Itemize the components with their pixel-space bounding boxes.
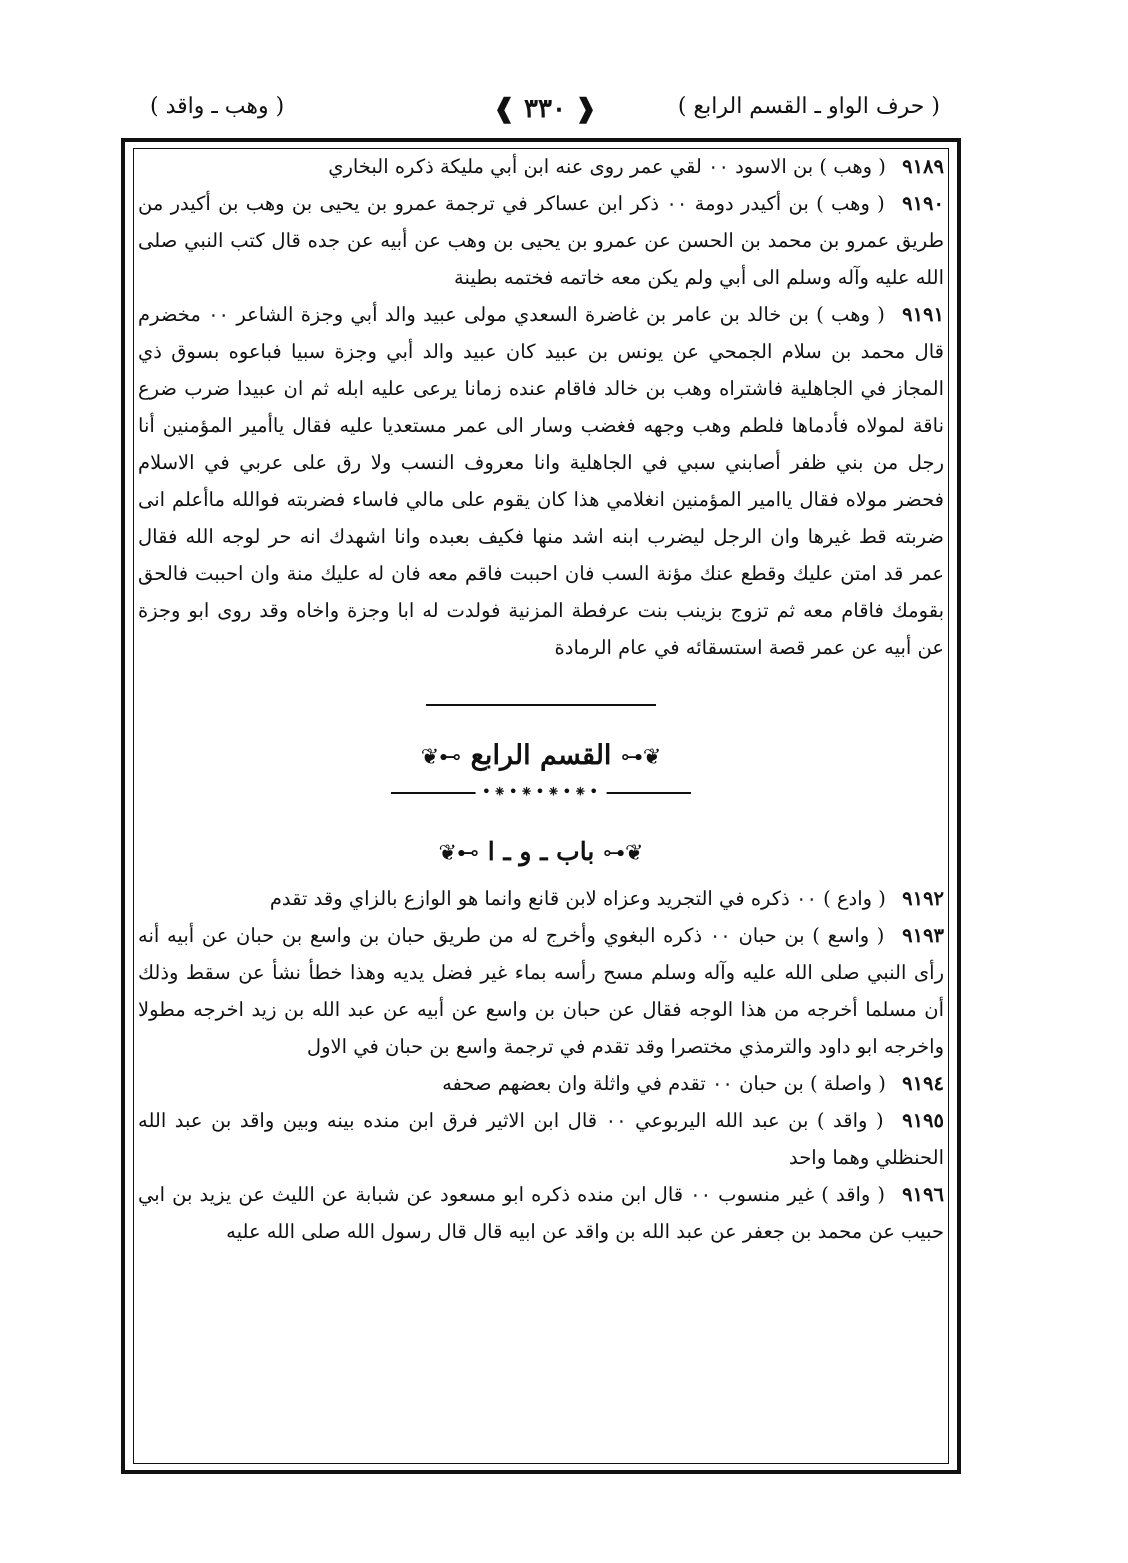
entry-number: ٩١٩٤	[902, 1072, 944, 1095]
chapter-title	[138, 830, 944, 876]
entry-9194	[138, 1065, 944, 1102]
header-section-label: ( حرف الواو ـ القسم الرابع )	[677, 94, 940, 119]
entry-text: ( وهب ) بن الاسود ٠٠ لقي عمر روى عنه ابن أبي مليكة ذكره البخاري	[328, 155, 886, 178]
ornament-icon: ⊶❦	[438, 841, 479, 866]
entry-number: ٩١٩١	[902, 303, 945, 326]
entry-number: ٩١٨٩	[902, 155, 944, 178]
section-title-text: القسم الرابع	[470, 740, 612, 771]
entry-number: ٩١٩٦	[902, 1183, 944, 1206]
entry-text: ( واقد ) بن عبد الله اليربوعي ٠٠ قال ابن الاثير فرق ابن منده بينه وبين واقد بن عبد الله الحنظلي وهما واحد	[138, 1109, 944, 1169]
entry-9190	[138, 185, 944, 296]
header-entry-range: ( وهب ـ واقد )	[150, 94, 285, 119]
section-title	[138, 728, 944, 786]
ornament-icon: ❦⊷	[620, 745, 662, 770]
entry-text: ( وهب ) بن أكيدر دومة ٠٠ ذكر ابن عساكر في ترجمة عمرو بن يحيى بن وهب بن أكيدر من طريق عمرو بن محمد بن الحسن عن عمرو بن يحيى بن وهب عن أبيه عن جده قال كتب النبي صلى الله عليه وآله وسلم الى أبي ولم يكن معه خاتمه فختمه بطينة	[138, 192, 944, 289]
entry-text: ( وادع ) ٠٠ ذكره في التجريد وعزاه لابن قانع وانما هو الوازع بالزاي وقد تقدم	[269, 887, 886, 910]
entry-9192	[138, 880, 944, 917]
page-header	[150, 94, 940, 134]
ornamental-divider	[391, 782, 691, 804]
section-divider	[426, 704, 656, 706]
entry-number: ٩١٩٠	[902, 192, 944, 215]
entry-9191	[138, 296, 944, 666]
entry-9196	[138, 1176, 944, 1250]
ornament-icon: ⊶❦	[420, 745, 462, 770]
ornament-wave-icon: •⁕•⁕•⁕•⁕•	[476, 782, 607, 802]
entry-number: ٩١٩٥	[902, 1109, 945, 1132]
chapter-title-text: باب ـ و ـ ا	[487, 837, 595, 866]
entry-9193	[138, 917, 944, 1065]
entry-9189	[138, 148, 944, 185]
entry-9195	[138, 1102, 944, 1176]
entry-number: ٩١٩٢	[902, 887, 944, 910]
entry-text: ( واقد ) غير منسوب ٠٠ قال ابن منده ذكره ابو مسعود عن شبابة عن الليث عن يزيد بن ابي حبيب عن محمد بن جعفر عن عبد الله بن واقد عن ابيه قال قال رسول الله صلى الله عليه	[138, 1183, 944, 1243]
entry-text: ( وهب ) بن خالد بن عامر بن غاضرة السعدي مولى عبيد والد أبي وجزة الشاعر ٠٠ مخضرم قال محمد بن سلام الجمحي عن يونس بن عبيد كان عبيد والد أبي وجزة سبيا فباعوه بسوق ذي المجاز في الجاهلية فاشتراه وهب بن خالد فاقام عنده زمانا يرعى عليه ابله ثم ان عبيدا ضرب ضرع ناقة لمولاه فأدماها فلطم وهب وجهه فغضب وسار الى عمر مستعديا عليه فقال ياأمير المؤمنين أنا رجل من بني ظفر أصابني سبي في الجاهلية وانا معروف النسب ولا رق على عربي في الاسلام فحضر مولاه فقال ياامير المؤمنين انغلامي هذا كان يقوم على مالي فاساء فضربته فوالله ماأعلم انى ضربته قط غيرها وان الرجل ليضرب ابنه اشد منها فكيف بعبده وانا اشهدك انه حر لوجه الله فقال عمر قد امتن عليك وقطع عنك مؤنة السب فان احببت فاقم معه فان له عليك منة وان احببت فالحق بقومك فاقام معه ثم تزوج بزينب بنت عرفطة المزنية فولدت له ابا وجزة واخاه وقد روى ابو وجزة عن أبيه عن عمر قصة استسقائه في عام الرمادة	[138, 303, 944, 659]
entry-text: ( واسع ) بن حبان ٠٠ ذكره البغوي وأخرج له من طريق حبان بن واسع بن حبان عن أبيه أنه رأى النبي صلى الله عليه وآله وسلم مسح رأسه بماء غير فضل يديه وهذا خطأ نشأ عن سقط وذلك أن مسلما أخرجه من هذا الوجه فقال عن حبان بن واسع عن أبيه عن عبد الله بن زيد اخرجه مطولا واخرجه ابو داود والترمذي مختصرا وقد تقدم في ترجمة واسع بن حبان في الاول	[138, 924, 944, 1058]
entry-number: ٩١٩٣	[902, 924, 945, 947]
page-body	[138, 148, 944, 1250]
page-number: ❰ ٣٣٠ ❱	[493, 94, 597, 124]
entry-text: ( واصلة ) بن حبان ٠٠ تقدم في واثلة وان بعضهم صحفه	[442, 1072, 886, 1095]
ornament-icon: ❦⊷	[603, 841, 644, 866]
